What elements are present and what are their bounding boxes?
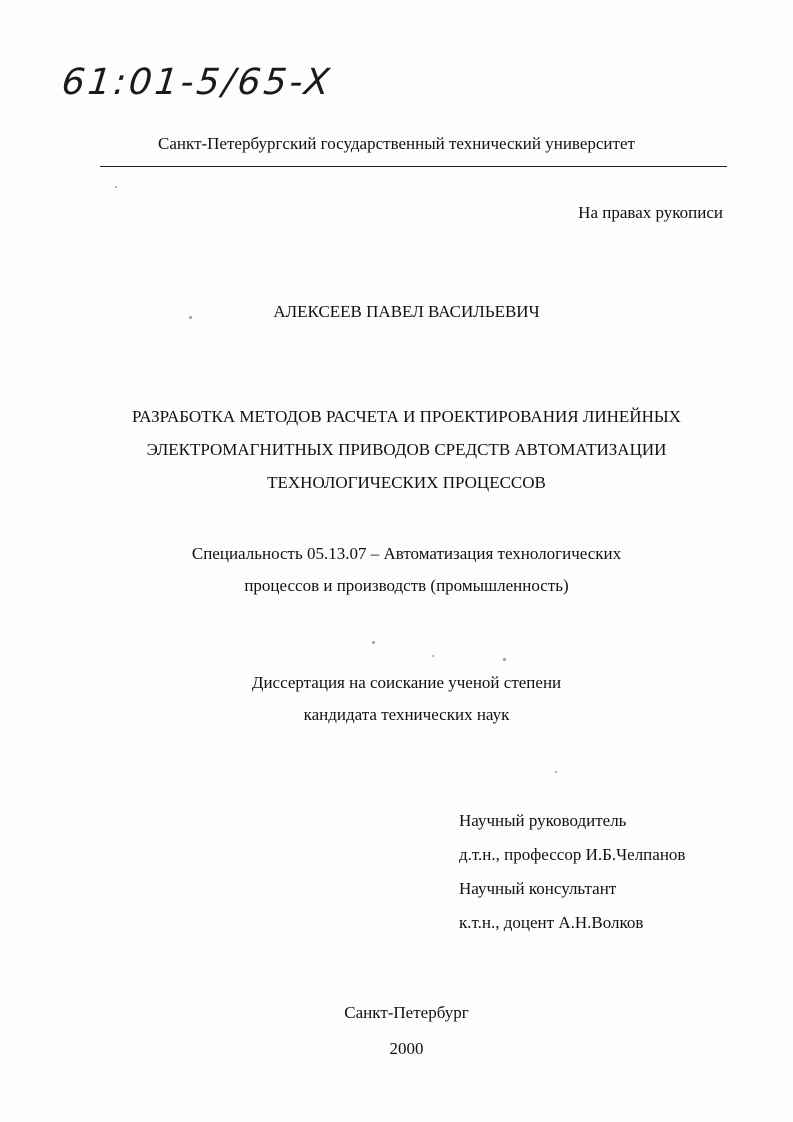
scan-speck: [432, 655, 434, 657]
year: 2000: [389, 1039, 424, 1058]
header-divider: [100, 166, 727, 167]
specialty-block: [80, 538, 733, 602]
title-line: ТЕХНОЛОГИЧЕСКИХ ПРОЦЕССОВ: [267, 473, 546, 492]
specialty-line: Специальность 05.13.07 – Автоматизация технологических: [191, 544, 622, 563]
dissertation-title: [80, 400, 733, 499]
supervisors-block: [459, 804, 685, 940]
supervisor-role: Научный руководитель: [459, 811, 627, 830]
specialty-line: процессов и производств (промышленность): [244, 576, 569, 595]
handwritten-catalog-code: 61:01-5/65-X: [59, 62, 335, 103]
scan-speck: [503, 658, 506, 661]
title-line: ЭЛЕКТРОМАГНИТНЫХ ПРИВОДОВ СРЕДСТВ АВТОМАТИЗАЦИИ: [146, 440, 667, 459]
manuscript-rights-note: На правах рукописи: [578, 203, 723, 222]
city: Санкт-Петербург: [344, 1003, 469, 1022]
scan-speck: [189, 316, 192, 319]
title-line: РАЗРАБОТКА МЕТОДОВ РАСЧЕТА И ПРОЕКТИРОВАНИЯ ЛИНЕЙНЫХ: [132, 407, 681, 426]
degree-block: [80, 667, 733, 731]
author-name: АЛЕКСЕЕВ ПАВЕЛ ВАСИЛЬЕВИЧ: [273, 302, 540, 321]
university-name: Санкт-Петербургский государственный технический университет: [158, 134, 635, 153]
scan-speck: [372, 641, 375, 644]
consultant-name: к.т.н., доцент А.Н.Волков: [459, 913, 644, 932]
supervisor-name: д.т.н., профессор И.Б.Челпанов: [459, 845, 686, 864]
degree-line: кандидата технических наук: [303, 705, 510, 724]
degree-line: Диссертация на соискание ученой степени: [251, 673, 562, 692]
scan-speck: [555, 771, 557, 773]
scan-speck: [115, 186, 117, 188]
consultant-role: Научный консультант: [459, 879, 617, 898]
